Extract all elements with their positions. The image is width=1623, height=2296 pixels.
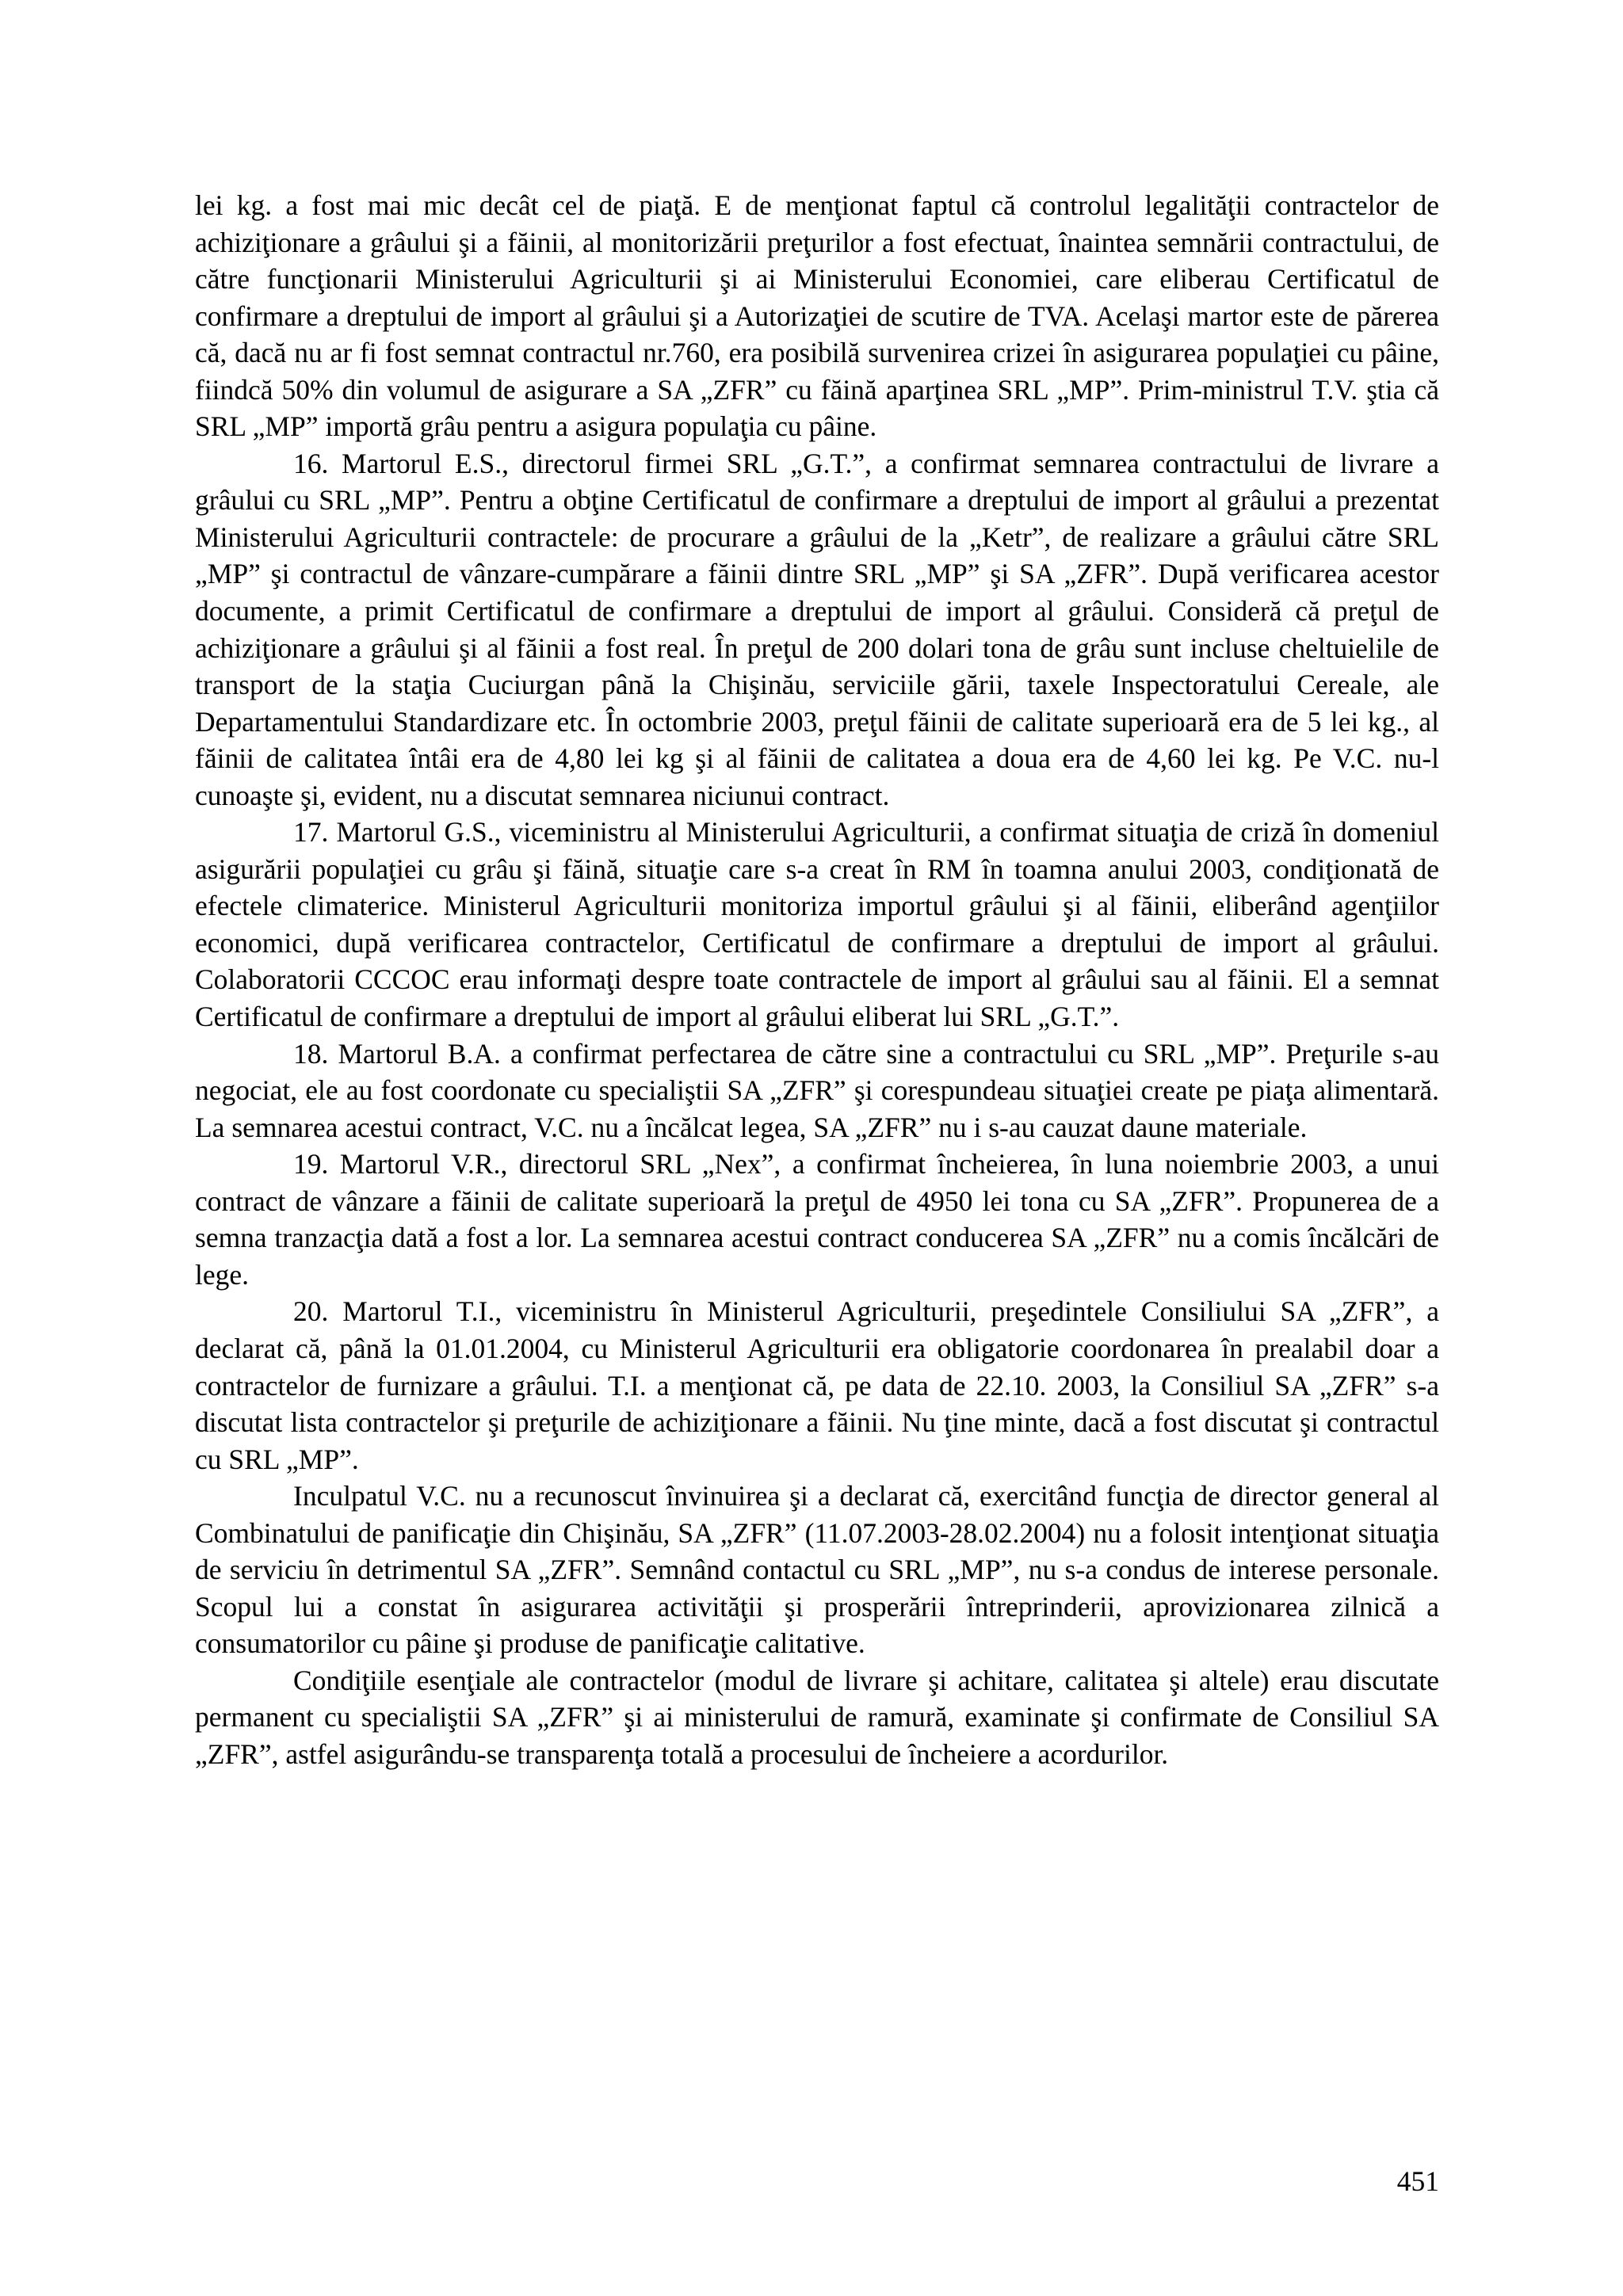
paragraph-continuation: lei kg. a fost mai mic decât cel de piaţă. E de menţionat faptul că controlul legalităţii contractelor de achiziţionare a grâului şi a făinii, al monitorizării preţurilor a fost efectuat, înaintea semnării contractului, de către funcţionarii Ministerului Agriculturii şi ai Ministerului Economiei, care eliberau Certificatul de confirmare a dreptului de import al grâului şi a Autorizaţiei de scutire de TVA. Acelaşi martor este de părerea că, dacă nu ar fi fost semnat contractul nr.760, era posibilă survenirea crizei în asigurarea populaţiei cu pâine, fiindcă 50% din volumul de asigurare a SA „ZFR” cu făină aparţinea SRL „MP”. Prim-ministrul T.V. ştia că SRL „MP” importă grâu pentru a asigura populaţia cu pâine. <box>195 189 1439 443</box>
page-number: 451 <box>1396 2165 1439 2197</box>
paragraph-contract-conditions: Condiţiile esenţiale ale contractelor (modul de livrare şi achitare, calitatea şi altele) erau discutate permanent cu specialiştii SA „ZFR” şi ai ministerului de ramură, examinate şi confirmate de Consiliul SA „ZFR”, astfel asigurându-se transparenţa totală a procesului de încheiere a acordurilor. <box>195 1664 1439 1770</box>
paragraph-witness-17: 17. Martorul G.S., viceministru al Ministerului Agriculturii, a confirmat situaţia de criză în domeniul asigurării populaţiei cu grâu şi făină, situaţie care s-a creat în RM în toamna anului 2003, condiţionată de efectele climaterice. Ministerul Agriculturii monitoriza importul grâului şi al făinii, eliberând agenţiilor economici, după verificarea contractelor, Certificatul de confirmare a dreptului de import al grâului. Colaboratorii CCCOC erau informaţi despre toate contractele de import al grâului sau al făinii. El a semnat Certificatul de confirmare a dreptului de import al grâului eliberat lui SRL „G.T.”. <box>195 816 1439 1033</box>
paragraph-witness-18: 18. Martorul B.A. a confirmat perfectarea de către sine a contractului cu SRL „MP”. Preţurile s-au negociat, ele au fost coordonate cu specialiştii SA „ZFR” şi corespundeau situaţiei create pe piaţa alimentară. La semnarea acestui contract, V.C. nu a încălcat legea, SA „ZFR” nu i s-au cauzat daune materiale. <box>195 1037 1439 1143</box>
paragraph-defendant-statement: Inculpatul V.C. nu a recunoscut învinuirea şi a declarat că, exercitând funcţia de director general al Combinatului de panificaţie din Chişinău, SA „ZFR” (11.07.2003-28.02.2004) nu a folosit intenţionat situaţia de serviciu în detrimentul SA „ZFR”. Semnând contactul cu SRL „MP”, nu s-a condus de interese personale. Scopul lui a constat în asigurarea activităţii şi prosperării întreprinderii, aprovizionarea zilnică a consumatorilor cu pâine şi produse de panificaţie calitative. <box>195 1480 1439 1660</box>
body-text <box>195 187 1439 1773</box>
paragraph-witness-19: 19. Martorul V.R., directorul SRL „Nex”, a confirmat încheierea, în luna noiembrie 2003, a unui contract de vânzare a făinii de calitate superioară la preţul de 4950 lei tona cu SA „ZFR”. Propunerea de a semna tranzacţia dată a fost a lor. La semnarea acestui contract conducerea SA „ZFR” nu a comis încălcări de lege. <box>195 1148 1439 1291</box>
paragraph-witness-20: 20. Martorul T.I., viceministru în Ministerul Agriculturii, preşedintele Consiliului SA „ZFR”, a declarat că, până la 01.01.2004, cu Ministerul Agriculturii era obligatorie coordonarea în prealabil doar a contractelor de furnizare a grâului. T.I. a menţionat că, pe data de 22.10. 2003, la Consiliul SA „ZFR” s-a discutat lista contractelor şi preţurile de achiziţionare a făinii. Nu ţine minte, dacă a fost discutat şi contractul cu SRL „MP”. <box>195 1295 1439 1475</box>
paragraph-witness-16: 16. Martorul E.S., directorul firmei SRL „G.T.”, a confirmat semnarea contractului de livrare a grâului cu SRL „MP”. Pentru a obţine Certificatul de confirmare a dreptului de import al grâului a prezentat Ministerului Agriculturii contractele: de procurare a grâului de la „Ketr”, de realizare a grâului către SRL „MP” şi contractul de vânzare-cumpărare a făinii dintre SRL „MP” şi SA „ZFR”. După verificarea acestor documente, a primit Certificatul de confirmare a dreptului de import al grâului. Consideră că preţul de achiziţionare a grâului şi al făinii a fost real. În preţul de 200 dolari tona de grâu sunt incluse cheltuielile de transport de la staţia Cuciurgan până la Chişinău, serviciile gării, taxele Inspectoratului Cereale, ale Departamentului Standardizare etc. În octombrie 2003, preţul făinii de calitate superioară era de 5 lei kg., al făinii de calitatea întâi era de 4,80 lei kg şi al făinii de calitatea a doua era de 4,60 lei kg. Pe V.C. nu-l cunoaşte şi, evident, nu a discutat semnarea niciunui contract. <box>195 447 1439 811</box>
